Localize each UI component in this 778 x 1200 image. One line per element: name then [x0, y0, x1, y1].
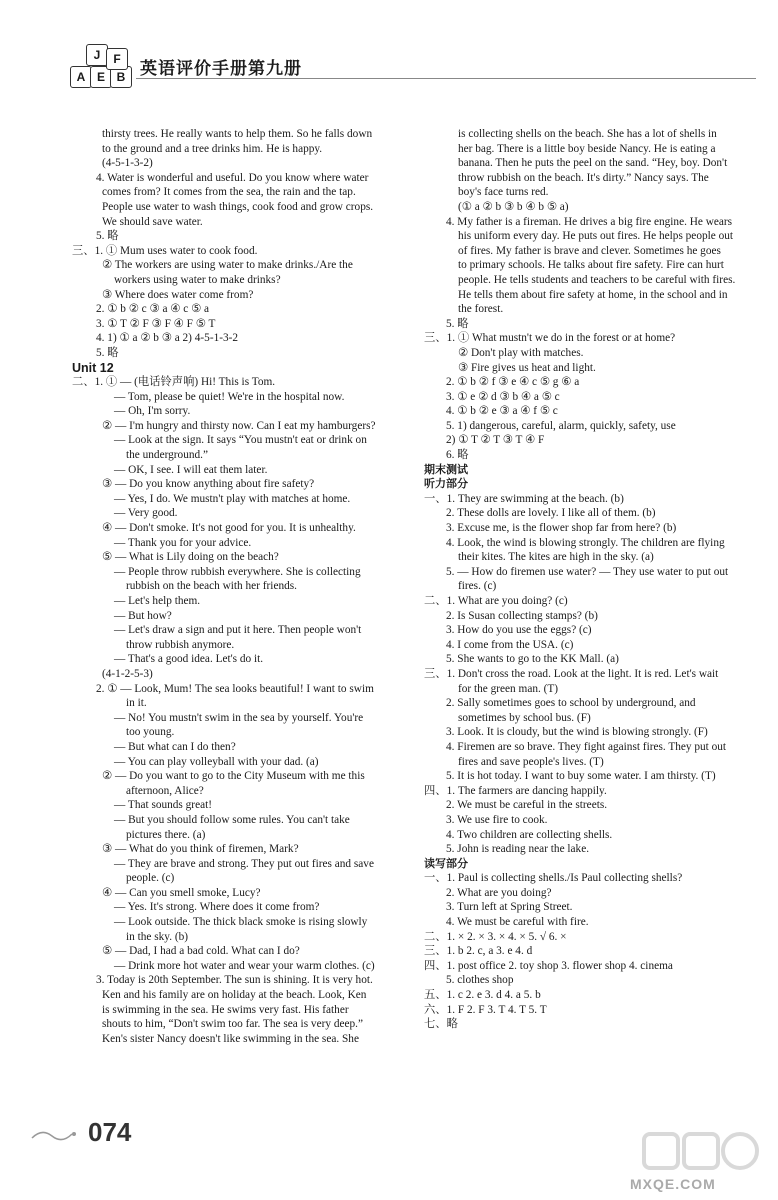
answer-line: 3. We use fire to cook.: [446, 813, 548, 826]
answer-line: 4. We must be careful with fire.: [446, 916, 589, 929]
answer-line: 3. How do you use the eggs? (c): [446, 624, 592, 637]
book-title: 英语评价手册第九册: [140, 59, 302, 79]
answer-line: for the green man. (T): [458, 682, 559, 695]
answer-line: 4. Firemen are so brave. They fight against fires. They put out: [446, 740, 727, 753]
answer-line: the underground.”: [126, 449, 208, 462]
answer-line: 5. She wants to go to the KK Mall. (a): [446, 653, 619, 666]
answer-line: ③ Fire gives us heat and light.: [458, 361, 596, 374]
answer-line: — Let's help them.: [114, 595, 201, 607]
answer-line: 三、1. ① What mustn't we do in the forest or at home?: [424, 332, 676, 345]
answer-line: ② — I'm hungry and thirsty now. Can I eat my hamburgers?: [102, 419, 376, 432]
answer-line: 4. Water is wonderful and useful. Do you know where water: [96, 171, 369, 184]
answer-line: 3. Excuse me, is the flower shop far from here? (b): [446, 522, 677, 535]
answer-line: to the ground and a tree drinks him. He is happy.: [102, 142, 323, 155]
answer-line: 2. Is Susan collecting stamps? (b): [446, 609, 598, 622]
answer-line: 五、1. c 2. e 3. d 4. a 5. b: [424, 989, 541, 1002]
left-column: [72, 127, 400, 1046]
answer-line: — Look at the sign. It says “You mustn't eat or drink on: [114, 434, 367, 447]
answer-line: 4. My father is a fireman. He drives a big fire engine. He wears: [446, 215, 733, 228]
answer-line: banana. Then he puts the peel on the sand. “Hey, boy. Don't: [458, 157, 728, 170]
section-heading: Unit 12: [72, 360, 114, 375]
answer-line: ② Don't play with matches.: [458, 346, 584, 359]
answer-line: ② The workers are using water to make drinks./Are the: [102, 259, 353, 272]
answer-line: ③ — What do you think of firemen, Mark?: [102, 843, 299, 856]
answer-line: is swimming in the sea. He swims very fast. His father: [102, 1003, 349, 1016]
answer-line: — Tom, please be quiet! We're in the hospital now.: [114, 390, 345, 403]
answer-line: — No! You mustn't swim in the sea by yourself. You're: [114, 711, 364, 724]
answer-line: — People throw rubbish everywhere. She is collecting: [114, 565, 361, 578]
answer-line: — Look outside. The thick black smoke is rising slowly: [114, 916, 368, 929]
answer-line: of fires. My father is brave and clever. Sometimes he goes: [458, 244, 721, 257]
answer-line: ④ — Don't smoke. It's not good for you. It is unhealthy.: [102, 522, 356, 535]
section-heading: 听力部分: [424, 477, 468, 491]
answer-line: 4. ① b ② e ③ a ④ f ⑤ c: [446, 405, 558, 418]
answer-line: — That sounds great!: [114, 799, 212, 812]
answer-line: 2. Sally sometimes goes to school by underground, and: [446, 697, 696, 710]
watermark-text: MXQE.COM: [630, 1176, 716, 1192]
answer-line: 2. What are you doing?: [446, 886, 552, 899]
answer-line: We should save water.: [102, 215, 203, 228]
answer-line: 3. Today is 20th September. The sun is shining. It is very hot.: [96, 974, 373, 987]
answer-line: — They are brave and strong. They put out fires and save: [114, 857, 374, 870]
answer-line: 4. Look, the wind is blowing strongly. The children are flying: [446, 536, 725, 549]
answer-line: ⑤ — What is Lily doing on the beach?: [102, 551, 279, 564]
answer-line: — Oh, I'm sorry.: [114, 405, 191, 418]
answer-line: 3. ① e ② d ③ b ④ a ⑤ c: [446, 390, 560, 403]
answer-line: 2) ① T ② T ③ T ④ F: [446, 434, 545, 447]
answer-line: 6. 略: [446, 449, 469, 462]
section-heading: 期末测试: [424, 462, 468, 476]
answer-line: 5. 略: [446, 317, 469, 330]
answer-line: — Let's draw a sign and put it here. Then people won't: [114, 624, 362, 637]
abc-blocks-logo: [70, 44, 132, 90]
answer-line: 2. ① b ② c ③ a ④ c ⑤ a: [96, 303, 210, 316]
answer-line: 三、1. ① Mum uses water to cook food.: [72, 244, 258, 257]
answer-line: boy's face turns red.: [458, 186, 549, 199]
answer-line: 3. Look. It is cloudy, but the wind is blowing strongly. (F): [446, 726, 708, 739]
answer-line: people. He tells students and teachers to be careful with fires.: [458, 273, 736, 286]
logo-block-b: B: [110, 66, 132, 88]
logo-block-e: E: [90, 66, 112, 88]
answer-line: 四、1. The farmers are dancing happily.: [424, 784, 607, 797]
answer-line: 4. 1) ① a ② b ③ a 2) 4-5-1-3-2: [96, 332, 239, 345]
answer-line: — But how?: [114, 609, 172, 622]
answer-line: He tells them about fire safety at home, in the school and in: [458, 288, 728, 301]
answer-line: 六、1. F 2. F 3. T 4. T 5. T: [424, 1003, 547, 1016]
right-column: [424, 127, 756, 1032]
answer-line: ⑤ — Dad, I had a bad cold. What can I do?: [102, 945, 300, 958]
answer-line: his uniform every day. He puts out fires. He helps people out: [458, 230, 734, 243]
answer-line: 二、1. What are you doing? (c): [424, 595, 568, 607]
answer-line: People use water to wash things, cook food and grow crops.: [102, 200, 374, 213]
answer-line: (4-5-1-3-2): [102, 157, 153, 170]
answer-line: — Yes, I do. We mustn't play with matches at home.: [114, 492, 351, 505]
section-heading: 读写部分: [424, 856, 468, 870]
answer-line: 四、1. post office 2. toy shop 3. flower shop 4. cinema: [424, 959, 673, 972]
answer-line: 2. We must be careful in the streets.: [446, 799, 608, 812]
answer-line: 二、1. ① — (电话铃声响) Hi! This is Tom.: [72, 376, 276, 389]
answer-line: 5. clothes shop: [446, 974, 514, 987]
answer-line: 5. 1) dangerous, careful, alarm, quickly, safety, use: [446, 419, 676, 432]
answer-line: throw rubbish on the beach. It's dirty.” Nancy says. The: [458, 171, 709, 184]
answer-line: ③ — Do you know anything about fire safety?: [102, 478, 315, 491]
answer-line: fires. (c): [458, 580, 497, 593]
answer-line: 5. It is hot today. I want to buy some water. I am thirsty. (T): [446, 770, 716, 783]
answer-line: ③ Where does water come from?: [102, 288, 254, 301]
answer-line: 5. 略: [96, 230, 119, 243]
answer-line: 4. I come from the USA. (c): [446, 638, 574, 651]
answer-line: afternoon, Alice?: [126, 784, 204, 797]
answer-line: 一、1. Paul is collecting shells./Is Paul collecting shells?: [424, 872, 683, 885]
answer-line: 二、1. × 2. × 3. × 4. × 5. √ 6. ×: [424, 930, 567, 943]
answer-line: too young.: [126, 726, 175, 739]
answer-line: comes from? It comes from the sea, the rain and the tap.: [102, 186, 356, 199]
answer-line: 2. ① — Look, Mum! The sea looks beautiful! I want to swim: [96, 682, 374, 695]
answer-line: 三、1. b 2. c, a 3. e 4. d: [424, 945, 533, 958]
answer-line: 5. — How do firemen use water? — They use water to put out: [446, 565, 729, 578]
answer-line: throw rubbish anymore.: [126, 638, 235, 651]
answer-line: in it.: [126, 697, 147, 710]
decorative-swirl-icon: [30, 1128, 80, 1142]
answer-line: (4-1-2-5-3): [102, 667, 153, 680]
answer-line: — But you should follow some rules. You can't take: [114, 813, 350, 826]
answer-line: — Drink more hot water and wear your warm clothes. (c): [114, 959, 375, 972]
answer-line: Ken and his family are on holiday at the beach. Look, Ken: [102, 989, 367, 1002]
answer-line: 3. ① T ② F ③ F ④ F ⑤ T: [96, 317, 216, 330]
answer-line: — But what can I do then?: [114, 740, 236, 753]
answer-line: — That's a good idea. Let's do it.: [114, 653, 264, 666]
logo-block-a: A: [70, 66, 92, 88]
answer-line: 七、略: [424, 1018, 458, 1031]
answer-line: the forest.: [458, 303, 504, 316]
answer-line: 3. Turn left at Spring Street.: [446, 901, 573, 914]
answer-line: (① a ② b ③ b ④ b ⑤ a): [458, 200, 569, 213]
answer-line: thirsty trees. He really wants to help them. So he falls down: [102, 128, 373, 140]
answer-line: — OK, I see. I will eat them later.: [114, 463, 268, 476]
answer-line: shouts to him, “Don't swim too far. The sea is very deep.”: [102, 1018, 363, 1031]
header-rule: [136, 78, 756, 79]
answer-line: her bag. There is a little boy beside Nancy. He is eating a: [458, 142, 716, 155]
answer-line: rubbish on the beach with her friends.: [126, 580, 297, 593]
answer-line: ② — Do you want to go to the City Museum with me this: [102, 770, 365, 783]
page-header: [70, 44, 760, 92]
answer-line: in the sky. (b): [126, 930, 189, 943]
logo-block-f: F: [106, 48, 128, 70]
answer-line: 2. These dolls are lovely. I like all of them. (b): [446, 507, 656, 520]
answer-line: their kites. The kites are high in the sky. (a): [458, 551, 654, 564]
answer-line: — You can play volleyball with your dad. (a): [114, 755, 319, 768]
page-number: 074: [88, 1117, 132, 1147]
answer-line: 三、1. Don't cross the road. Look at the light. It is red. Let's wait: [424, 667, 719, 680]
answer-line: 一、1. They are swimming at the beach. (b): [424, 492, 624, 505]
answer-line: fires and save people's lives. (T): [458, 755, 604, 768]
answer-line: 2. ① b ② f ③ e ④ c ⑤ g ⑥ a: [446, 376, 580, 389]
answer-line: people. (c): [126, 872, 175, 885]
answer-line: ④ — Can you smell smoke, Lucy?: [102, 886, 261, 899]
answer-line: 5. 略: [96, 346, 119, 359]
answer-line: — Very good.: [114, 507, 178, 520]
answer-line: pictures there. (a): [126, 828, 206, 841]
answer-line: 4. Two children are collecting shells.: [446, 828, 613, 841]
answer-line: workers using water to make drinks?: [114, 273, 281, 286]
answer-line: Ken's sister Nancy doesn't like swimming in the sea. She: [102, 1032, 359, 1045]
logo-block-j: J: [86, 44, 108, 66]
answer-line: sometimes by school bus. (F): [458, 711, 591, 724]
answer-line: is collecting shells on the beach. She has a lot of shells in: [458, 128, 717, 140]
answer-line: — Yes. It's strong. Where does it come from?: [114, 901, 320, 914]
answer-line: 5. John is reading near the lake.: [446, 843, 590, 856]
answer-line: to primary schools. He talks about fire safety. Fire can hurt: [458, 259, 724, 272]
answer-line: — Thank you for your advice.: [114, 536, 252, 549]
